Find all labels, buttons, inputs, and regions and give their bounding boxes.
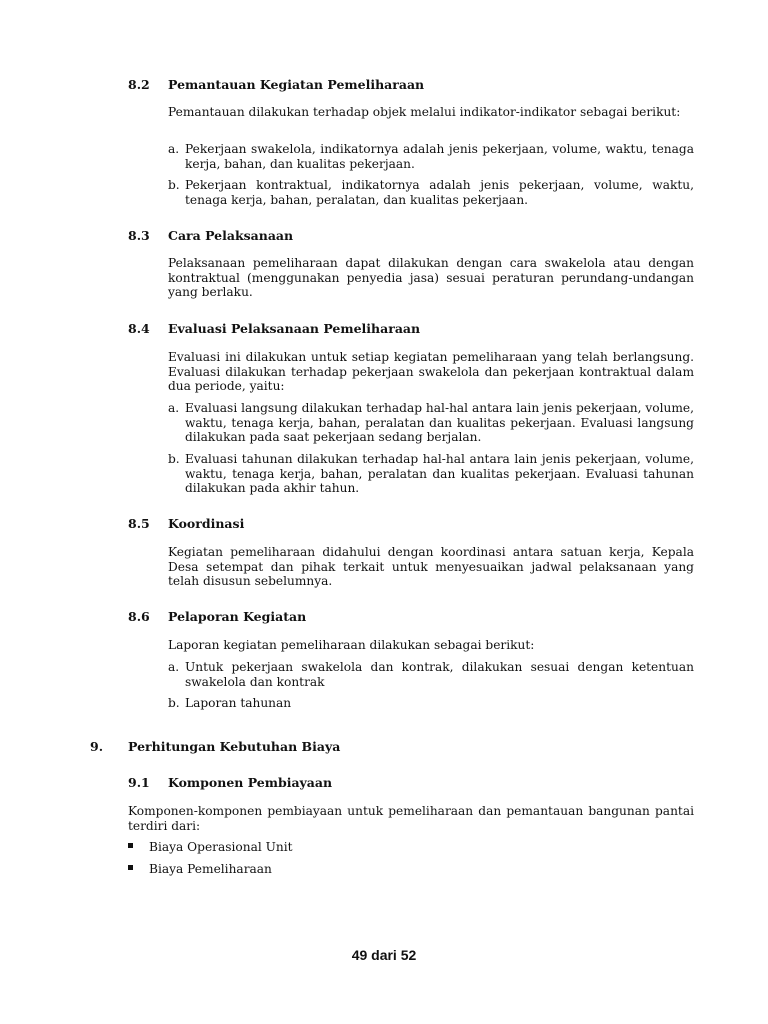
section-number: 8.6 [128, 609, 150, 624]
section-number: 9.1 [128, 775, 150, 790]
list-item-text: Evaluasi langsung dilakukan terhadap hal-hal antara lain jenis pekerjaan, volume, waktu, tenaga kerja, bahan, peralatan dan kualitas pekerjaan. Evaluasi langsung dilakukan pada saat pekerjaan sedang berjalan. [185, 401, 694, 445]
list-item [168, 178, 694, 207]
bullet-text: Biaya Pemeliharaan [149, 862, 272, 876]
list-item [168, 452, 694, 496]
bullet-item [128, 840, 293, 855]
section-number: 9. [90, 739, 104, 754]
list-item [168, 142, 694, 171]
section-title: Koordinasi [168, 516, 245, 531]
list-item-text: Pekerjaan kontraktual, indikatornya adalah jenis pekerjaan, volume, waktu, tenaga kerja, bahan, peralatan, dan kualitas pekerjaan. [185, 178, 694, 207]
list-item [168, 660, 694, 689]
section-heading-8-3 [128, 228, 293, 243]
bullet-square-icon [128, 843, 133, 848]
section-heading-8-2 [128, 77, 424, 92]
section-number: 8.4 [128, 321, 150, 336]
list-item [168, 696, 694, 711]
section-8-2-intro: Pemantauan dilakukan terhadap objek melalui indikator-indikator sebagai berikut: [168, 105, 681, 119]
list-item-text: Pekerjaan swakelola, indikatornya adalah jenis pekerjaan, volume, waktu, tenaga kerja, bahan, dan kualitas pekerjaan. [185, 142, 694, 171]
section-number: 8.5 [128, 516, 150, 531]
list-item-text: Laporan tahunan [185, 696, 292, 710]
section-title: Cara Pelaksanaan [168, 228, 294, 243]
section-title: Pelaporan Kegiatan [168, 609, 307, 624]
list-item-text: Untuk pekerjaan swakelola dan kontrak, dilakukan sesuai dengan ketentuan swakelola dan kontrak [185, 660, 694, 689]
bullet-square-icon [128, 865, 133, 870]
section-8-5-body: Kegiatan pemeliharaan didahului dengan koordinasi antara satuan kerja, Kepala Desa setempat dan pihak terkait untuk menyesuaikan jadwal pelaksanaan yang telah disusun sebelumnya. [168, 545, 694, 589]
list-item-text: Evaluasi tahunan dilakukan terhadap hal-hal antara lain jenis pekerjaan, volume, waktu, tenaga kerja, bahan, peralatan dan kualitas pekerjaan. Evaluasi tahunan dilakukan pada akhir tahun. [185, 452, 694, 496]
section-8-3-body: Pelaksanaan pemeliharaan dapat dilakukan dengan cara swakelola atau dengan kontraktual (menggunakan penyedia jasa) sesuai peraturan perundang-undangan yang berlaku. [168, 256, 694, 300]
bullet-text: Biaya Operasional Unit [149, 840, 293, 854]
list-item [168, 401, 694, 445]
section-8-6-intro: Laporan kegiatan pemeliharaan dilakukan sebagai berikut: [168, 638, 535, 652]
list-marker: b. [168, 452, 180, 466]
section-title: Pemantauan Kegiatan Pemeliharaan [168, 77, 425, 92]
section-8-4-intro: Evaluasi ini dilakukan untuk setiap kegiatan pemeliharaan yang telah berlangsung. Evaluasi dilakukan terhadap pekerjaan swakelola dan pekerjaan kontraktual dalam dua periode, yaitu: [168, 350, 694, 394]
section-heading-8-5 [128, 516, 244, 531]
section-heading-8-4 [128, 321, 420, 336]
list-marker: b. [168, 178, 180, 192]
section-heading-9-1 [128, 775, 332, 790]
section-title: Evaluasi Pelaksanaan Pemeliharaan [168, 321, 421, 336]
bullet-item [128, 862, 272, 877]
list-marker: a. [168, 660, 180, 674]
list-marker: b. [168, 696, 180, 710]
list-marker: a. [168, 401, 180, 415]
section-9-1-intro: Komponen-komponen pembiayaan untuk pemeliharaan dan pemantauan bangunan pantai terdiri dari: [128, 804, 694, 833]
section-heading-8-6 [128, 609, 306, 624]
section-number: 8.2 [128, 77, 150, 92]
list-marker: a. [168, 142, 180, 156]
section-title: Perhitungan Kebutuhan Biaya [128, 739, 341, 754]
section-heading-9 [90, 739, 340, 754]
page-number: 49 dari 52 [351, 947, 417, 963]
section-number: 8.3 [128, 228, 150, 243]
section-title: Komponen Pembiayaan [168, 775, 333, 790]
